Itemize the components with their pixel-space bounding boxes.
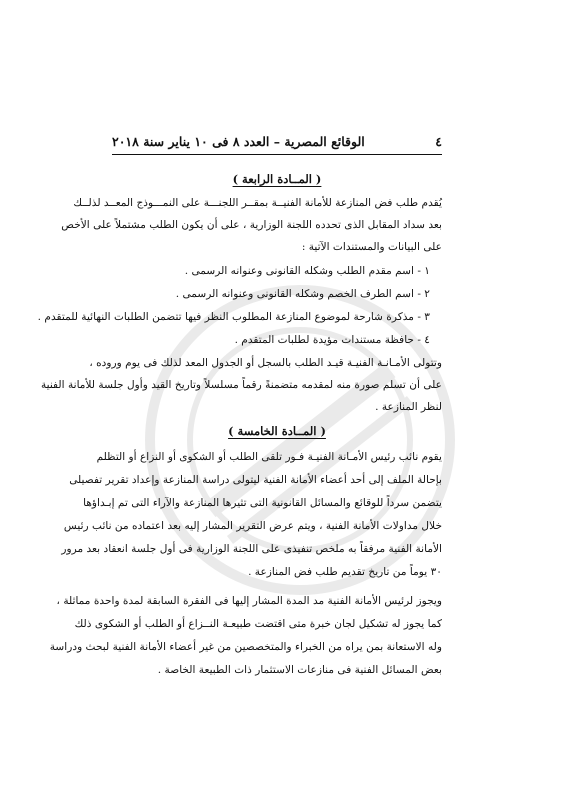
article-5-line: خلال مداولات الأمانة الفنية ، ويتم عرض التقرير المشار إليه بعد اعتماده من نائب رئيس: [63, 520, 442, 532]
article-4-line: وتتولى الأمـانـة الفنيـة قيـد الطلب بالسجل أو الجدول المعد لذلك فى يوم وروده ،: [89, 357, 442, 369]
article-5-line: يقوم نائب رئيس الأمـانة الفنيـة فـور تلقى الطلب أو الشكوى أو النزاع أو التظلم: [96, 451, 442, 463]
article-5-line: يتضمن سرداً للوقائع والمسائل القانونية التى تثيرها المنازعة والآراء التى تم إبـداؤها: [83, 497, 442, 509]
gazette-title: الوقائع المصرية – العدد ٨ فى ١٠ يناير سنة ٢٠١٨: [112, 133, 365, 149]
article-5-line: ويجوز لرئيس الأمانة الفنية مد المدة المشار إليها فى الفقرة السابقة لمدة واحدة مماثلة ،: [56, 595, 442, 607]
article-4-item: ٣ - مذكرة شارحة لموضوع المنازعة المطلوب النظر فيها تتضمن الطلبات النهائية للمتقدم .: [37, 311, 430, 323]
article-4-line: يُقدم طلب فض المنازعة للأمانة الفنيــة بمقــر اللجنـــة على النمـــوذج المعــد لذلــك: [73, 197, 442, 209]
article-5-line: بعض المسائل الفنية فى منازعات الاستثمار ذات الطبيعة الخاصة .: [157, 664, 442, 676]
article-4-item: ١ - اسم مقدم الطلب وشكله القانونى وعنوانه الرسمى .: [184, 265, 430, 277]
article-5-line: بإحالة الملف إلى أحد أعضاء الأمانة الفنية ليتولى دراسة المنازعة وإعداد تقرير تفصيلى: [69, 474, 442, 486]
page-header: [112, 131, 442, 151]
article-4-line: لنظر المنازعة .: [375, 401, 442, 413]
article-4-line: على أن تسلم صورة منه لمقدمه متضمنةً رقماً مسلسلاً وتاريخ القيد وأول جلسة للأمانة الفنية: [40, 379, 442, 391]
article-4-item: ٢ - اسم الطرف الخصم وشكله القانونى وعنوانه الرسمى .: [175, 288, 430, 300]
article-5-line: وله الاستعانة بمن يراه من الخبراء والمتخصصين من غير أعضاء الأمانة الفنية لبحث ودراسة: [49, 641, 442, 653]
page-number: ٤: [435, 133, 442, 149]
article-4-heading: ( المــادة الرابعة ): [232, 172, 322, 186]
article-5-line: الأمانة الفنية مرفقاً به ملخص تنفيذى على اللجنة الوزارية فى أول جلسة انعقاد بعد مرور: [61, 543, 442, 555]
article-4-line: على البيانات والمستندات الآتية :: [301, 241, 442, 253]
article-5-line: كما يجوز له تشكيل لجان خبرة متى اقتضت طبيعـة النــزاع أو الطلب أو الشكوى ذلك: [74, 618, 442, 630]
article-5-line: ٣٠ يوماً من تاريخ تقديم طلب فض المنازعة .: [248, 566, 442, 578]
article-5-heading: ( المــادة الخامسة ): [228, 424, 326, 438]
article-4-line: بعد سداد المقابل الذى تحدده اللجنة الوزارية ، على أن يكون الطلب مشتملاً على الأخص: [61, 219, 442, 231]
article-4-item: ٤ - حافظة مستندات مؤيدة لطلبات المتقدم .: [234, 334, 430, 346]
header-rule: [112, 154, 442, 155]
